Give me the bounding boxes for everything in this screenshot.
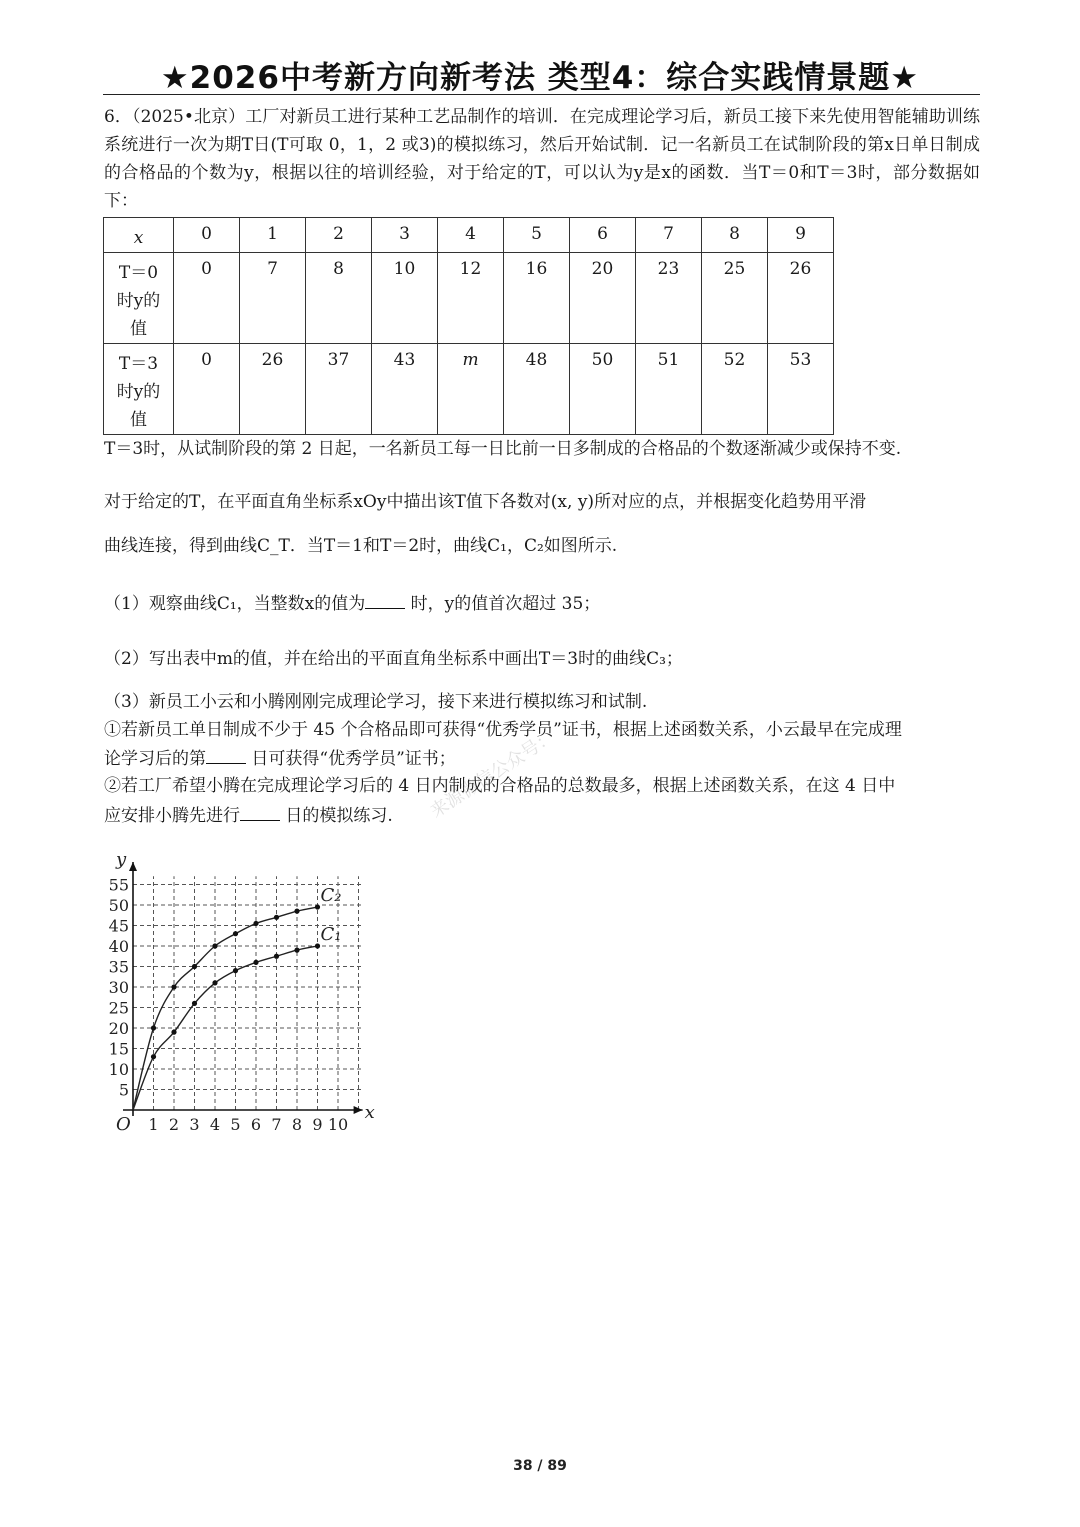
y-axis-label: y — [116, 848, 127, 870]
coordinate-chart — [100, 838, 400, 1138]
data-point — [294, 948, 299, 953]
table-cell: 8 — [306, 253, 372, 344]
table-cell-m: m — [438, 344, 504, 435]
table-col: 2 — [306, 218, 372, 253]
y-tick-label: 5 — [118, 1080, 129, 1100]
page-header: ★2026中考新方向新考法 类型4：综合实践情景题★ — [160, 60, 920, 96]
table-cell: 25 — [702, 253, 768, 344]
y-tick-label: 50 — [108, 896, 129, 915]
x-tick-label: 5 — [230, 1115, 241, 1134]
question-2: （2）写出表中m的值，并在给出的平面直角坐标系中画出T＝3时的曲线C₃； — [104, 649, 683, 669]
question-1: （1）观察曲线C₁，当整数x的值为 时，y的值首次超过 35； — [104, 590, 600, 616]
table-cell: 0 — [174, 253, 240, 344]
question-3a-line-2: 论学习后的第 日可获得“优秀学员”证书； — [104, 745, 456, 771]
answer-blank — [240, 802, 280, 821]
table-cell: 51 — [636, 344, 702, 435]
data-point — [212, 943, 217, 948]
series-label: C₂ — [320, 885, 342, 907]
header-rule — [103, 94, 980, 95]
series-line-2 — [133, 907, 318, 1110]
y-tick-label: 40 — [108, 937, 129, 956]
data-point — [315, 943, 320, 948]
row-label: T＝3 时y的 值 — [104, 344, 174, 435]
data-point — [315, 904, 320, 909]
y-tick-label: 15 — [108, 1039, 129, 1059]
x-tick-label: 3 — [189, 1115, 200, 1134]
x-tick-label: 9 — [312, 1115, 323, 1134]
table-cell: 37 — [306, 344, 372, 435]
table-cell: 23 — [636, 253, 702, 344]
table-row — [104, 344, 834, 435]
data-table — [103, 217, 834, 435]
data-point — [233, 968, 238, 973]
x-tick-label: 6 — [250, 1115, 262, 1134]
y-tick-label: 20 — [108, 1019, 129, 1038]
data-point — [171, 984, 176, 989]
table-cell: 53 — [768, 344, 834, 435]
data-point — [151, 1054, 156, 1059]
y-axis-arrow — [129, 862, 137, 871]
problem-desc-2: 曲线连接，得到曲线C_T．当T＝1和T＝2时，曲线C₁，C₂如图所示. — [104, 536, 618, 556]
series-label: C₁ — [320, 924, 342, 945]
table-cell: 20 — [570, 253, 636, 344]
data-point — [253, 921, 258, 926]
data-point — [151, 1025, 156, 1030]
data-point — [212, 980, 217, 985]
y-tick-label: 55 — [108, 875, 129, 895]
question-3b-line-2: 应安排小腾先进行 日的模拟练习. — [104, 802, 393, 828]
y-tick-label: 25 — [108, 998, 129, 1018]
table-col: 8 — [702, 218, 768, 253]
data-point — [192, 1001, 197, 1006]
question-3: （3）新员工小云和小腾刚刚完成理论学习，接下来进行模拟练习和试制. — [104, 692, 648, 712]
data-point — [192, 964, 197, 969]
problem-desc-1: 对于给定的T，在平面直角坐标系xOy中描出该T值下各数对(x, y)所对应的点，并根据变化趋势用平滑 — [104, 492, 867, 512]
table-cell: 52 — [702, 344, 768, 435]
table-cell: 43 — [372, 344, 438, 435]
table-col: 7 — [636, 218, 702, 253]
data-point — [274, 915, 279, 920]
table-cell: 26 — [768, 253, 834, 344]
table-cell: 10 — [372, 253, 438, 344]
y-tick-label: 35 — [108, 957, 129, 977]
data-point — [233, 931, 238, 936]
x-tick-label: 2 — [168, 1115, 180, 1134]
x-axis-label: x — [364, 1102, 375, 1123]
table-cell: 26 — [240, 344, 306, 435]
table-cell: 7 — [240, 253, 306, 344]
x-tick-label: 7 — [271, 1115, 282, 1134]
row-label: T＝0 时y的 值 — [104, 253, 174, 344]
x-tick-label: 1 — [148, 1115, 159, 1134]
table-col: 6 — [570, 218, 636, 253]
table-col: 5 — [504, 218, 570, 253]
x-tick-label: 10 — [327, 1115, 349, 1134]
chart-grid — [133, 876, 363, 1110]
table-col: 3 — [372, 218, 438, 253]
question-3b-line-1: ②若工厂希望小腾在完成理论学习后的 4 日内制成的合格品的总数最多，根据上述函数关系，在这 4 日中 — [104, 776, 896, 796]
origin-label: O — [116, 1114, 131, 1135]
table-cell: 48 — [504, 344, 570, 435]
x-tick-label: 4 — [209, 1115, 221, 1134]
answer-blank — [365, 590, 405, 609]
problem-intro: 6．（2025•北京）工厂对新员工进行某种工艺品制作的培训．在完成理论学习后，新员工接下来先使用智能辅助训练系统进行一次为期T日(T可取 0，1，2 或3)的模拟练习，然后开始试制．记一名新员工在试制阶段的第x日单日制成的合格品的个数为y，根据以往的培训经验，对于给定的T，可以认为y是x的函数．当T＝0和T＝3时，部分数据如下： — [104, 107, 980, 211]
table-col: 4 — [438, 218, 504, 253]
data-point — [253, 960, 258, 965]
data-point — [171, 1030, 176, 1035]
page-number: 38 / 89 — [513, 1458, 567, 1474]
y-tick-label: 10 — [108, 1060, 129, 1079]
table-cell: 12 — [438, 253, 504, 344]
answer-blank — [206, 745, 246, 764]
table-col: 1 — [240, 218, 306, 253]
y-tick-label: 30 — [108, 978, 129, 997]
table-col: 0 — [174, 218, 240, 253]
data-point — [294, 909, 299, 914]
watermark: 来源微信公众号： — [426, 726, 559, 823]
y-tick-label: 45 — [108, 916, 129, 936]
x-tick-label: 8 — [291, 1115, 303, 1134]
table-col: 9 — [768, 218, 834, 253]
table-cell: 16 — [504, 253, 570, 344]
table-cell: 50 — [570, 344, 636, 435]
table-cell: 0 — [174, 344, 240, 435]
table-row — [104, 253, 834, 344]
chart-series — [133, 885, 342, 1110]
problem-note: T＝3时，从试制阶段的第 2 日起，一名新员工每一日比前一日多制成的合格品的个数逐渐减少或保持不变. — [104, 439, 902, 459]
question-3a-line-1: ①若新员工单日制成不少于 45 个合格品即可获得“优秀学员”证书，根据上述函数关系，小云最早在完成理 — [104, 720, 902, 740]
data-point — [274, 954, 279, 959]
table-col-header: x — [104, 218, 174, 253]
